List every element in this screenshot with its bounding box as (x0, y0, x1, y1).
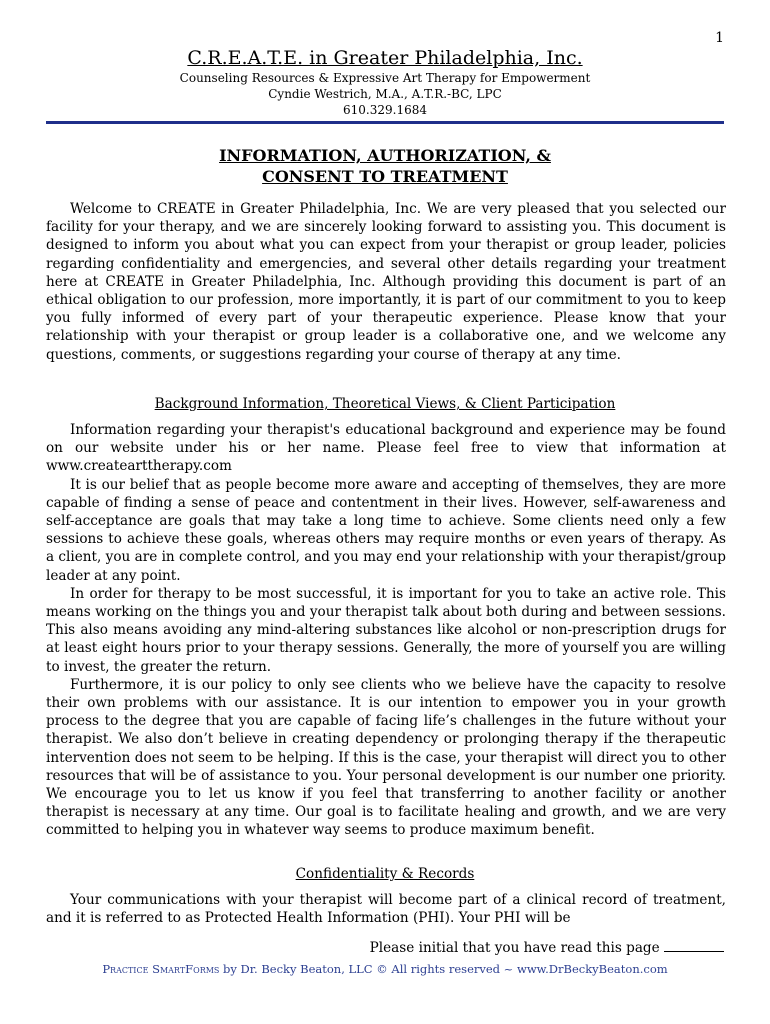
document-title (46, 145, 724, 187)
paragraph: It is our belief that as people become more aware and accepting of themselves, they are more capable of finding a sense of peace and contentment in their lives. However, self-awareness and self-acceptance are goals that may take a long time to achieve. Some clients need only a few sessions to achieve these goals, whereas others may require months or even years of therapy. As a client, you are in complete control, and you may end your relationship with your therapist/group leader at any point. (46, 476, 726, 584)
footer-brand: Practice SmartForms (102, 962, 220, 976)
header-divider (46, 121, 724, 124)
initial-prompt (370, 937, 724, 956)
paragraph: Your communications with your therapist will become part of a clinical record of treatment, and it is referred to as Protected Health Information (PHI). Your PHI will be (46, 892, 726, 927)
title-line-2: CONSENT TO TREATMENT (262, 167, 508, 186)
footer-by: by Dr. Becky Beaton, (223, 962, 345, 976)
footer-llc: LLC (348, 962, 373, 976)
initial-label: Please initial that you have read this page (369, 940, 660, 956)
org-name: C.R.E.A.T.E. in Greater Philadelphia, Inc. (187, 47, 583, 69)
section-heading-background: Background Information, Theoretical Views, & Client Participation (154, 396, 616, 412)
background-section (46, 421, 726, 840)
title-line-1: INFORMATION, AUTHORIZATION, & (219, 146, 551, 165)
therapist-name: Cyndie Westrich, M.A., A.T.R.-BC, LPC (268, 87, 502, 101)
footer (46, 962, 724, 976)
org-tagline: Counseling Resources & Expressive Art Therapy for Empowerment (179, 71, 591, 85)
page-number: 1 (715, 30, 724, 46)
initial-field[interactable] (664, 937, 724, 952)
phone-number: 610.329.1684 (343, 103, 427, 117)
paragraph: In order for therapy to be most successful, it is important for you to take an active role. This means working on the things you and your therapist talk about both during and between sessions. This also means avoiding any mind-altering substances like alcohol or non-prescription drugs for at least eight hours prior to your therapy sessions. Generally, the more of yourself you are willing to invest, the greater the return. (46, 585, 726, 675)
intro-section (46, 200, 726, 364)
section-heading-confidentiality: Confidentiality & Records (295, 866, 475, 882)
footer-rights: © All rights reserved ~ www.DrBeckyBeaton.com (376, 962, 668, 976)
confidentiality-section (46, 891, 726, 927)
paragraph: Information regarding your therapist's educational background and experience may be found on our website under his or her name. Please feel free to view that information at www.createarttherapy.com (46, 422, 726, 475)
paragraph: Furthermore, it is our policy to only see clients who we believe have the capacity to resolve their own problems with our assistance. It is our intention to empower you in your growth process to the degree that you are capable of facing life’s challenges in the future without your therapist. We also don’t believe in creating dependency or prolonging therapy if the therapeutic intervention does not seem to be helping. If this is the case, your therapist will direct you to other resources that will be of assistance to you. Your personal development is our number one priority. We encourage you to let us know if you feel that transferring to another facility or another therapist is necessary at any time. Our goal is to facilitate healing and growth, and we are very committed to helping you in whatever way seems to produce maximum benefit. (46, 676, 726, 839)
intro-paragraph: Welcome to CREATE in Greater Philadelphia, Inc. We are very pleased that you selected our facility for your therapy, and we are sincerely looking forward to assisting you. This document is designed to inform you about what you can expect from your therapist or group leader, policies regarding confidentiality and emergencies, and several other details regarding your treatment here at CREATE in Greater Philadelphia, Inc. Although providing this document is part of an ethical obligation to our profession, more importantly, it is part of our commitment to you to keep you fully informed of every part of your therapeutic experience. Please know that your relationship with your therapist or group leader is a collaborative one, and we welcome any questions, comments, or suggestions regarding your course of therapy at any time. (46, 201, 726, 363)
letterhead (46, 46, 724, 118)
